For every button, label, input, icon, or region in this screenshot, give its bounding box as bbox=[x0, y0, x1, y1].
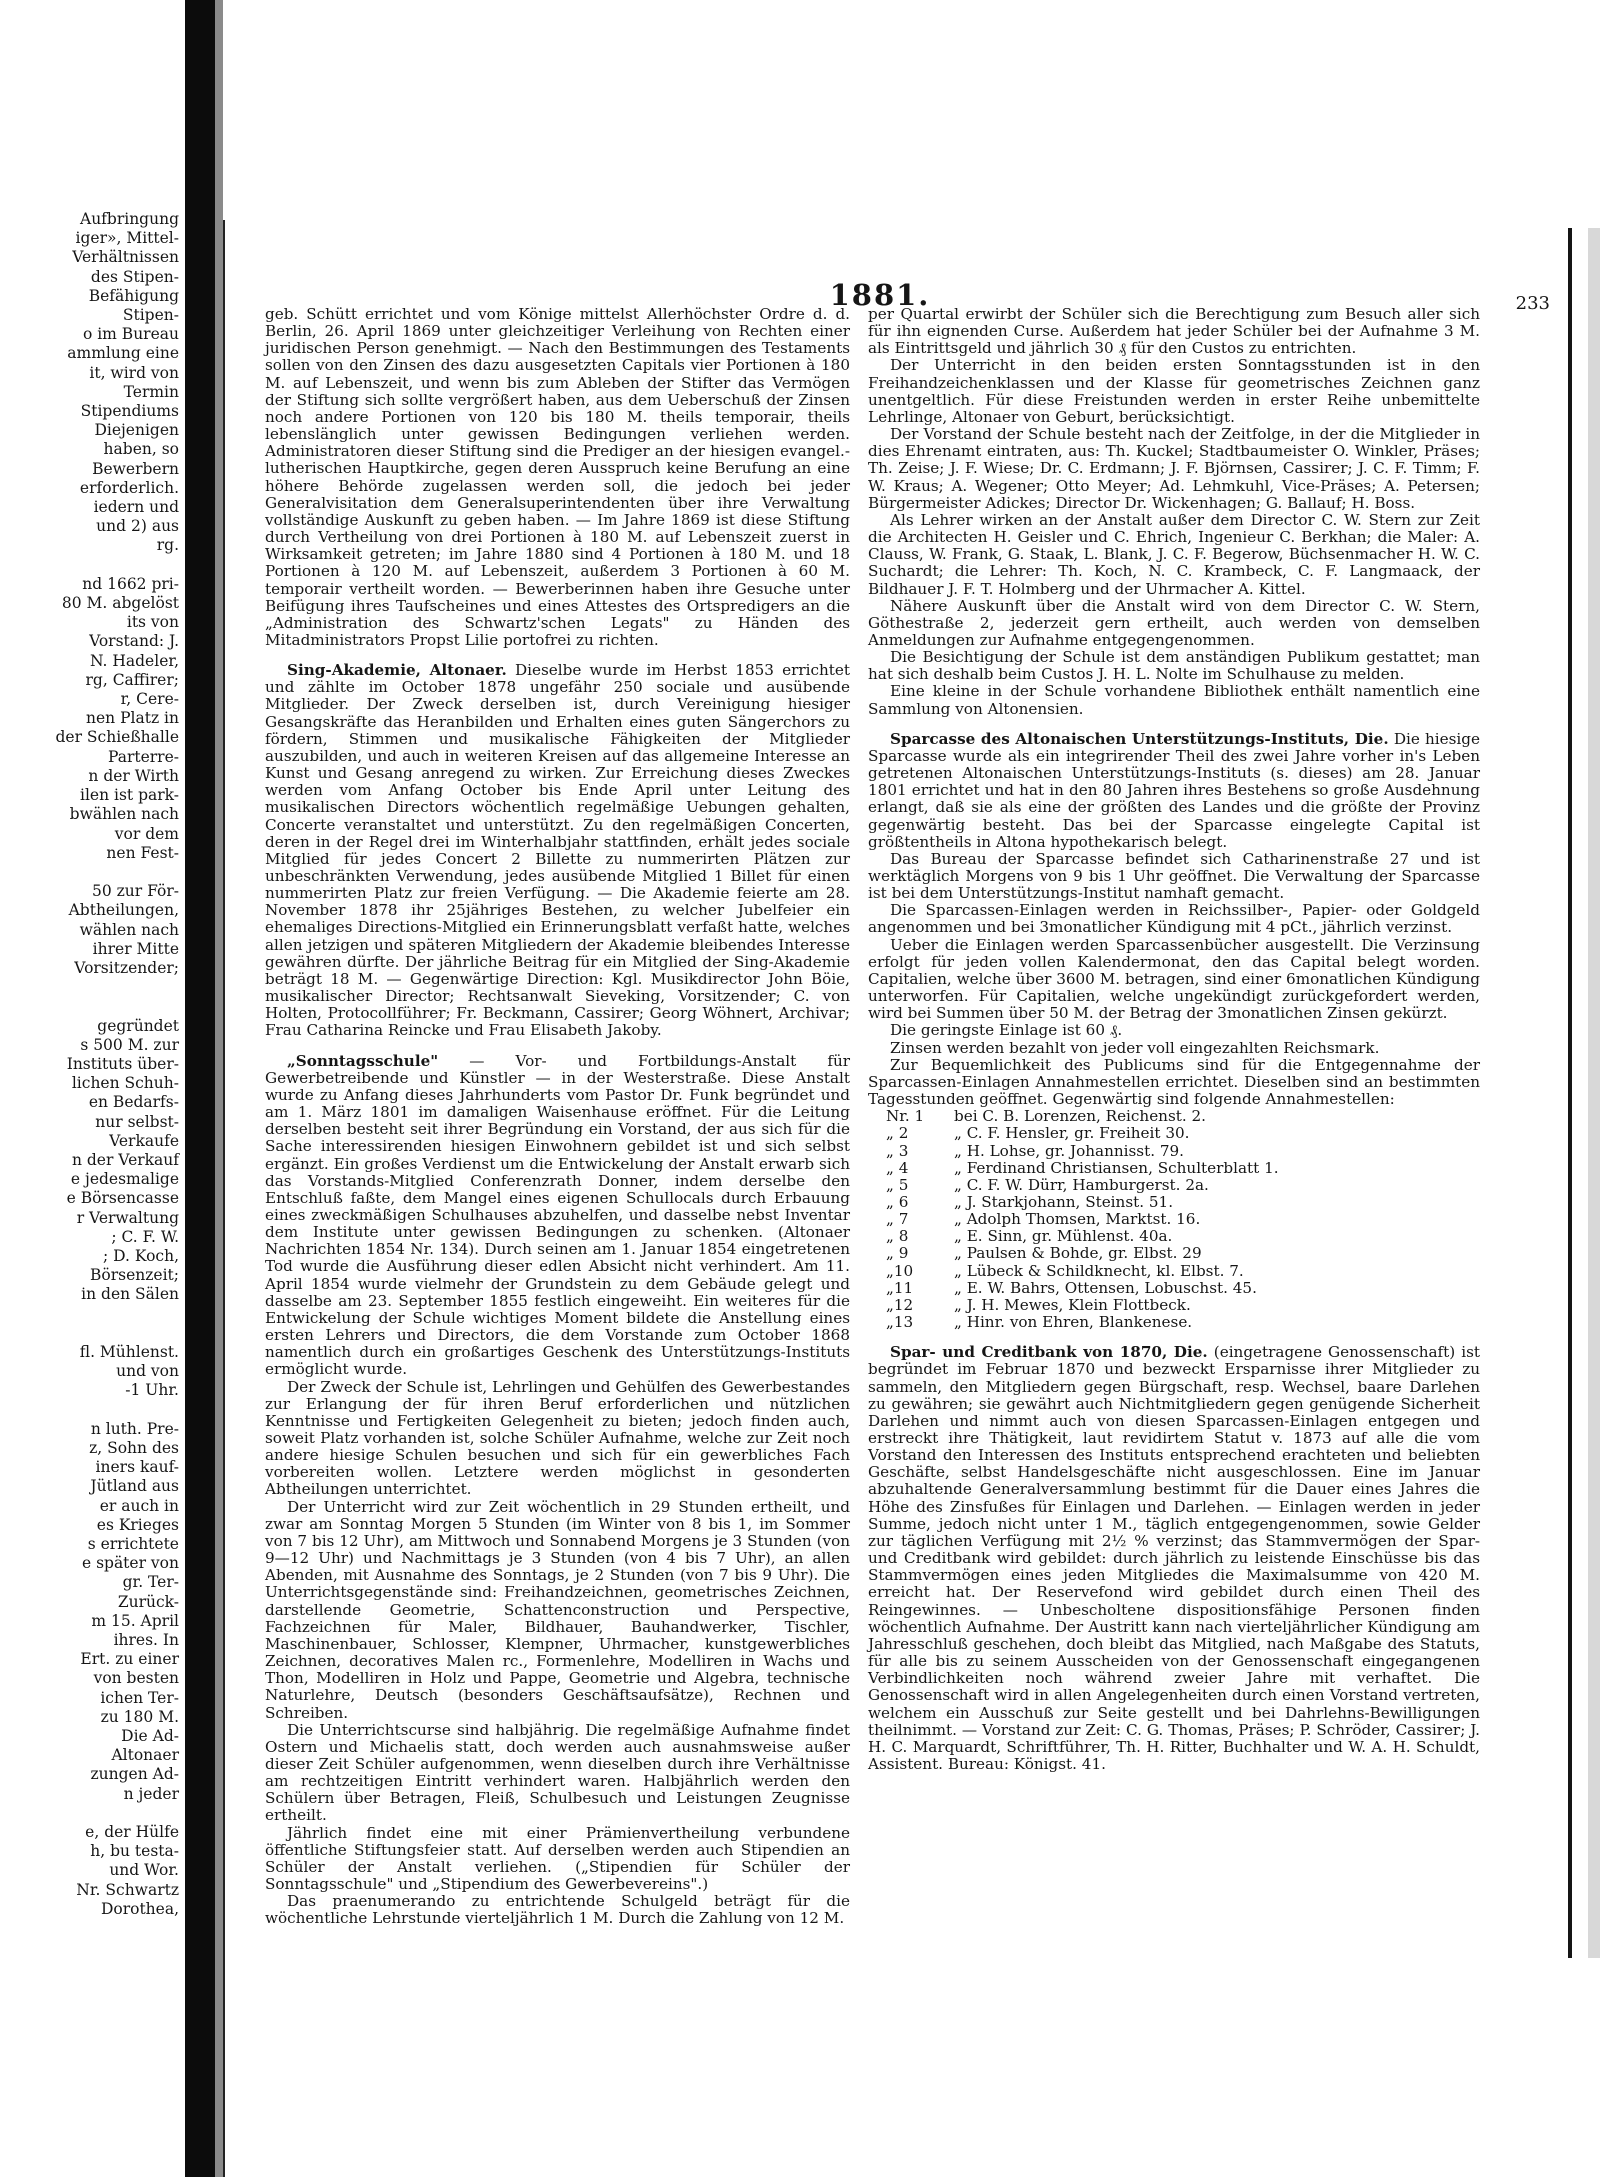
paragraph-text: Der Unterricht wird zur Zeit wöchentlich in 29 Stunden ertheilt, und zwar am Sonntag Morgen 5 Stunden (im Winter von 8 bis 1, im Sommer von 7 bis 12 Uhr), am Mittwoch und Sonnabend Morgens je 3 Stunden (von 9—12 Uhr) und Nachmittags je 3 Stunden (von 4 bis 7 Uhr), an allen Abenden, mit Ausnahme des Sonntags, je 2 Stunden (von 7 bis 9 Uhr). Die Unterrichtsgegenstände sind: Freihandzeichnen, geometrisches Zeichnen, darstellende Geometrie, Schattenconstruction und Perspective, Fachzeichnen für Maler, Bildhauer, Bauhandwerker, Tischler, Maschinenbauer, Schlosser, Klempner, Uhrmacher, kunstgewerbliches Zeichnen, decoratives Malen rc., Formenlehre, Modelliren in Wachs und Thon, Modelliren in Holz und Pappe, Geometrie und Algebra, technische Naturlehre, Deutsch (besonders Geschäftsaufsätze), Rechnen und Schreiben. bbox=[265, 1497, 850, 1722]
paragraph-text: Zur Bequemlichkeit des Publicums sind für die Entgegennahme der Sparcassen-Einlagen Annahmestellen errichtet. Dieselben sind an bestimmten Tagesstunden geöffnet. Gegenwärtig sind folgende Annahmestellen: bbox=[868, 1055, 1480, 1109]
paragraph bbox=[868, 1040, 1480, 1057]
previous-page-line: ; D. Koch, bbox=[103, 1246, 179, 1265]
previous-page-line: -1 Uhr. bbox=[125, 1381, 179, 1400]
paragraph bbox=[868, 1022, 1480, 1039]
list-item-number: „12 bbox=[886, 1295, 914, 1314]
paragraph-text: Der Zweck der Schule ist, Lehrlingen und Gehülfen des Gewerbestandes zur Erlangung der für ihren Beruf erforderlichen und nützlichen Kenntnisse und Fertigkeiten Gelegenheit zu bieten; jedoch finden auch, soweit Platz vorhanden ist, solche Schüler Aufnahme, welche zur Zeit noch andere hiesige Schulen besuchen und sich für ein gewerbliches Fach vorbereiten wollen. Letztere werden möglichst in gesonderten Abtheilungen unterrichtet. bbox=[265, 1377, 850, 1499]
list-item-number: „ 5 bbox=[886, 1175, 909, 1194]
previous-page-line bbox=[0, 978, 185, 997]
previous-page-line: Börsenzeit; bbox=[90, 1266, 179, 1285]
paragraph-text: Die hiesige Sparcasse wurde als ein integrirender Theil des zwei Jahre vorher in's Leben getretenen Altonaischen Unterstützungs-Instituts (s. dieses) am 28. Januar 1801 errichtet und hat in den 80 Jahren ihres Bestehens so große Ausdehnung erlangt, daß sie als eine der größten des Landes und die größte der Provinz gegenwärtig besteht. Das bei der Sparcasse eingelegte Capital ist größtentheils in Altona hypothekarisch belegt. bbox=[868, 729, 1481, 851]
paragraph bbox=[265, 306, 850, 649]
previous-page-line: it, wird von bbox=[89, 363, 179, 382]
paragraph-text: Nähere Auskunft über die Anstalt wird von dem Director C. W. Stern, Göthestraße 2, jederzeit gern ertheilt, auch werden von demselben Anmeldungen zur Aufnahme entgegengenommen. bbox=[868, 596, 1480, 649]
previous-page-edge bbox=[0, 210, 185, 2177]
previous-page-line: en Bedarfs- bbox=[88, 1093, 179, 1112]
previous-page-line: nd 1662 pri- bbox=[82, 574, 179, 593]
page-edge-rule bbox=[1568, 228, 1572, 1958]
previous-page-line: vor dem bbox=[114, 824, 179, 843]
previous-page-line: in den Sälen bbox=[81, 1285, 179, 1304]
previous-page-line: n der Wirth bbox=[88, 766, 179, 785]
previous-page-line bbox=[0, 1305, 185, 1324]
paragraph-text: geb. Schütt errichtet und vom Könige mittelst Allerhöchster Ordre d. d. Berlin, 26. April 1869 unter gleichzeitiger Verleihung von Rechten einer juridischen Person genehmigt. — Nach den Bestimmungen des Testaments sollen von den Zinsen des dazu ausgesetzten Capitals vier Portionen à 180 M. auf Lebenszeit, und wenn bis zum Ableben der Stifter das Vermögen der Stiftung sich sollte vergrößert haben, aus dem Ueberschuß der Zinsen noch andere Portionen von 120 bis 180 M. theils temporair, theils lebenslänglich unter gewissen Bedingungen verliehen werden. Administratoren dieser Stiftung sind die Prediger an der hiesigen evangel.-lutherischen Hauptkirche, gegen deren Ausspruch keine Berufung an eine höhere Behörde zugelassen werden soll, die jedoch bei jeder Generalvisitation dem Generalsuperintendenten über ihre Verwaltung vollständige Auskunft zu geben haben. — Im Jahre 1869 ist diese Stiftung durch Vertheilung von drei Portionen à 180 M. auf Lebenszeit zuerst in Wirksamkeit getreten; im Jahre 1880 sind 4 Portionen à 180 M. und 18 Portionen à 120 M. auf Lebenszeit, außerdem 3 Portionen à 60 M. temporair vertheilt worden. — Bewerberinnen haben ihre Gesuche unter Beifügung ihres Taufscheines und eines Attestes des Ortspredigers an die „Administration des Schwartz'schen Legats" zu Händen des Mitadministrators Propst Lilie portofrei zu richten. bbox=[265, 305, 850, 649]
previous-page-line bbox=[0, 863, 185, 882]
previous-page-line: iners kauf- bbox=[95, 1458, 179, 1477]
list-item bbox=[886, 1211, 1480, 1228]
list-item-number: „10 bbox=[886, 1261, 914, 1280]
previous-page-line: Instituts über- bbox=[66, 1054, 179, 1073]
page-year-heading: 1881. bbox=[829, 278, 931, 312]
previous-page-line bbox=[0, 1804, 185, 1823]
previous-page-line: Parterre- bbox=[107, 747, 179, 766]
previous-page-line: Verhältnissen bbox=[72, 248, 179, 267]
paragraph-text: Die Unterrichtscurse sind halbjährig. Die regelmäßige Aufnahme findet Ostern und Michaelis statt, doch werden auch ausnahmsweise außer dieser Zeit Schüler aufgenommen, wenn dieselben durch ihre Verhältnisse am rechtzeitigen Eintritt verhindert waren. Halbjährlich werden den Schülern über Betragen, Fleiß, Schulbesuch und Leistungen Zeugnisse ertheilt. bbox=[265, 1720, 850, 1825]
previous-page-line: Bewerbern bbox=[92, 459, 179, 478]
list-item-number: Nr. 1 bbox=[886, 1107, 925, 1126]
list-item bbox=[886, 1125, 1480, 1142]
list-item-text: „ Paulsen & Bohde, gr. Elbst. 29 bbox=[954, 1244, 1202, 1263]
previous-page-line: e später von bbox=[81, 1554, 179, 1573]
list-item bbox=[886, 1143, 1480, 1160]
binding-shadow bbox=[215, 0, 223, 2177]
previous-page-line: Vorstand: J. bbox=[89, 632, 179, 651]
previous-page-line: r Verwaltung bbox=[76, 1208, 179, 1227]
list-item bbox=[886, 1160, 1480, 1177]
previous-page-line: Vorsitzender; bbox=[74, 958, 179, 977]
previous-page-line: n der Verkauf bbox=[71, 1150, 179, 1169]
list-item-number: „ 7 bbox=[886, 1210, 909, 1229]
list-item bbox=[886, 1108, 1480, 1125]
paragraph bbox=[868, 683, 1480, 717]
paragraph bbox=[265, 1379, 850, 1499]
previous-page-line: Die Ad- bbox=[121, 1727, 179, 1746]
previous-page-line: Befähigung bbox=[88, 286, 179, 305]
page-edge-shadow bbox=[1588, 228, 1600, 1958]
list-item bbox=[886, 1177, 1480, 1194]
previous-page-line: Aufbringung bbox=[80, 210, 179, 228]
list-item bbox=[886, 1280, 1480, 1297]
previous-page-line: er auch in bbox=[99, 1496, 179, 1515]
previous-page-line bbox=[0, 1324, 185, 1343]
previous-page-line: ichen Ter- bbox=[100, 1688, 179, 1707]
previous-page-line: e, der Hülfe bbox=[85, 1823, 179, 1842]
paragraph-text: Die Besichtigung der Schule ist dem anständigen Publikum gestattet; man hat sich deshalb beim Custos J. H. L. Nolte im Schulhause zu melden. bbox=[868, 648, 1480, 684]
previous-page-line: bwählen nach bbox=[69, 805, 179, 824]
paragraph-text: per Quartal erwirbt der Schüler sich die Berechtigung zum Besuch aller sich für ihn eignenden Curse. Außerdem hat jeder Schüler bei der Aufnahme 3 M. als Eintrittsgeld und jährlich 30 ₰ für den Custos zu entrichten. bbox=[868, 305, 1480, 358]
previous-page-line: Verkaufe bbox=[109, 1131, 179, 1150]
previous-page-line: z, Sohn des bbox=[89, 1439, 179, 1457]
previous-page-line: o im Bureau bbox=[82, 325, 179, 344]
list-item-text: „ E. W. Bahrs, Ottensen, Lobuschst. 45. bbox=[954, 1278, 1257, 1297]
previous-page-line: its von bbox=[126, 613, 179, 632]
previous-page-line: ilen ist park- bbox=[80, 786, 179, 805]
previous-page-line: m 15. April bbox=[91, 1611, 179, 1630]
previous-page-line: ; C. F. W. bbox=[111, 1227, 179, 1246]
paragraph bbox=[868, 902, 1480, 936]
paragraph-text: Die Sparcassen-Einlagen werden in Reichssilber-, Papier- oder Goldgeld angenommen und bei 3monatlicher Kündigung mit 4 pCt., jährlich verzinst. bbox=[868, 901, 1480, 937]
list-item-number: „ 9 bbox=[886, 1244, 909, 1263]
list-item-number: „11 bbox=[886, 1278, 914, 1297]
previous-page-line bbox=[0, 997, 185, 1016]
previous-page-line: Diejenigen bbox=[94, 421, 179, 440]
previous-page-line: s errichtete bbox=[87, 1535, 179, 1554]
previous-page-line: Stipen- bbox=[122, 306, 179, 325]
previous-page-line: Termin bbox=[123, 382, 179, 401]
left-text-column bbox=[265, 306, 850, 1928]
previous-page-line: Altonaer bbox=[111, 1746, 179, 1765]
paragraph bbox=[868, 426, 1480, 512]
paragraph-text: Als Lehrer wirken an der Anstalt außer dem Director C. W. Stern zur Zeit die Architecten H. Geisler und C. Ehrich, Ingenieur C. Berkhan; die Maler: A. Clauss, W. Frank, G. Staak, L. Blank, J. C. F. Begerow, Büchsenmacher H. W. C. Suchardt; die Lehrer: Th. Koch, N. C. Krambeck, C. F. Langmaack, der Bildhauer J. F. T. Holmberg und der Uhrmacher A. Kittel. bbox=[868, 510, 1480, 598]
previous-page-line: zu 180 M. bbox=[100, 1707, 179, 1726]
list-item-number: „ 4 bbox=[886, 1158, 909, 1177]
previous-page-line: e jedesmalige bbox=[70, 1170, 179, 1189]
previous-page-line: es Krieges bbox=[96, 1515, 179, 1534]
previous-page-line: n luth. Pre- bbox=[90, 1419, 179, 1438]
paragraph-text: Das praenumerando zu entrichtende Schulgeld beträgt für die wöchentliche Lehrstunde vierteljährlich 1 M. Durch die Zahlung von 12 M. bbox=[265, 1892, 850, 1928]
previous-page-line: rg. bbox=[156, 536, 179, 555]
list-item-number: „ 8 bbox=[886, 1227, 909, 1246]
previous-page-line: ammlung eine bbox=[67, 344, 179, 363]
previous-page-line: N. Hadeler, bbox=[89, 651, 179, 670]
previous-page-line: von besten bbox=[93, 1669, 179, 1688]
previous-page-line: erforderlich. bbox=[79, 478, 179, 497]
section-heading: Sparcasse des Altonaischen Unterstützungs-Instituts, Die. bbox=[890, 729, 1389, 748]
paragraph-text: Der Vorstand der Schule besteht nach der Zeitfolge, in der die Mitglieder in dies Ehrenamt eintraten, aus: Th. Kuckel; Stadtbaumeister O. Winkler, Präses; Th. Zeise; J. F. Wiese; Dr. C. Erdmann; J. F. Björnsen, Cassirer; J. C. F. Timm; F. W. Kraus; A. Wegener; Otto Meyer; Ad. Lehmkuhl, Vice-Präses; A. Petersen; Bürgermeister Adickes; Director Dr. Wickenhagen; G. Ballauf; H. Boss. bbox=[868, 425, 1480, 512]
list-item-text: „ Lübeck & Schildknecht, kl. Elbst. 7. bbox=[954, 1261, 1244, 1280]
section-heading: „Sonntagsschule" bbox=[287, 1051, 439, 1070]
list-item-number: „13 bbox=[886, 1313, 914, 1332]
previous-page-line: 50 zur För- bbox=[91, 882, 179, 901]
list-item-text: „ J. H. Mewes, Klein Flottbeck. bbox=[954, 1295, 1191, 1314]
list-item-number: „ 2 bbox=[886, 1124, 909, 1143]
previous-page-line bbox=[0, 556, 185, 575]
previous-page-line: Jütland aus bbox=[90, 1477, 179, 1496]
list-item-text: „ Hinr. von Ehren, Blankenese. bbox=[954, 1313, 1193, 1332]
previous-page-line: und Wor. bbox=[109, 1861, 179, 1880]
list-item bbox=[886, 1228, 1480, 1245]
previous-page-line: n jeder bbox=[123, 1784, 179, 1803]
list-item bbox=[886, 1297, 1480, 1314]
paragraph-text: Ueber die Einlagen werden Sparcassenbücher ausgestellt. Die Verzinsung erfolgt für jeden vollen Kalendermonat, den das Capital belegt worden. Capitalien, welche über 3600 M. betragen, sind einer 6monatlichen Kündigung unterworfen. Für Capitalien, welche ungekündigt zurückgefordert werden, wird bei Summen über 50 M. der Betrag der 3monatlichen Zinsen gekürzt. bbox=[868, 935, 1480, 1023]
paragraph bbox=[265, 1499, 850, 1722]
list-item-number: „ 6 bbox=[886, 1192, 909, 1211]
section-heading: Sing-Akademie, Altonaer. bbox=[287, 661, 507, 680]
previous-page-line: gr. Ter- bbox=[122, 1573, 179, 1592]
list-item-text: „ C. F. Hensler, gr. Freiheit 30. bbox=[954, 1124, 1190, 1143]
paragraph bbox=[868, 512, 1480, 598]
previous-page-line: r, Cere- bbox=[120, 690, 179, 709]
previous-page-line: zungen Ad- bbox=[90, 1765, 179, 1784]
list-item bbox=[886, 1245, 1480, 1262]
section-entry bbox=[265, 662, 850, 1039]
previous-page-line: nen Fest- bbox=[106, 843, 179, 862]
previous-page-line: Ert. zu einer bbox=[80, 1650, 179, 1669]
previous-page-line: iger», Mittel- bbox=[75, 229, 179, 248]
previous-page-line: rg, Caffirer; bbox=[85, 670, 179, 689]
paragraph-text: Dieselbe wurde im Herbst 1853 errichtet und zählte im October 1878 ungefähr 250 sociale und ausübende Mitglieder. Der Zweck derselben ist, durch Vereinigung hiesiger Gesangskräfte das Heranbilden und Erhalten eines guten Sängerchors zu fördern, Stimmen und musikalische Fähigkeiten der Mitglieder auszubilden, und auch in weiteren Kreisen auf das allgemeine Interesse an Kunst und Gesang anregend zu wirken. Zur Erreichung dieses Zweckes werden vom Anfang October bis Ende April unter Leitung des musikalischen Directors wöchentlich regelmäßige Uebungen gehalten, Concerte veranstaltet und unterstützt. Zu den regelmäßigen Concerten, deren in der Regel drei im Winterhalbjahr stattfinden, erhält jedes sociale Mitglied für jedes Concert 2 Billette zu nummerirten Plätzen zur unbeschränkten Verwendung, jedes ausübende Mitglied 1 Billet für einen nummerirten Platz zur freien Verfügung. — Die Akademie feierte am 28. November 1878 ihr 25jähriges Bestehen, zu welcher Jubelfeier ein ehemaliges Directions-Mitglied ein Erinnerungsblatt verfaßt hatte, welches allen jetzigen und späteren Mitgliedern der Akademie bleibendes Interesse gewähren dürfte. Der jährliche Beitrag für ein Mitglied der Sing-Akademie beträgt 18 M. — Gegenwärtige Direction: Kgl. Musikdirector John Böie, musikalischer Director; Rechtsanwalt Sieveking, Vorsitzender; C. von Holten, Protocollführer; Fr. Beckmann, Cassirer; Georg Wöhnert, Archivar; Frau Catharina Reincke und Frau Elisabeth Jakoby. bbox=[265, 661, 850, 1040]
previous-page-line: iedern und bbox=[93, 498, 179, 517]
previous-page-line: wählen nach bbox=[79, 920, 179, 939]
paragraph-text: Zinsen werden bezahlt von jeder voll eingezahlten Reichsmark. bbox=[890, 1038, 1380, 1057]
list-item-text: „ J. Starkjohann, Steinst. 51. bbox=[954, 1192, 1174, 1211]
paragraph-text: (eingetragene Genossenschaft) ist begründet im Februar 1870 und bezweckt Ersparnisse ihrer Mitglieder zu sammeln, den Mitgliedern gegen Bürgschaft, resp. Wechsel, baare Darlehen zu gewähren; sie gewährt auch Nichtmitgliedern gegen genügende Sicherheit Darlehen und nimmt auch von diesen Sparcassen-Einlagen entgegen und erstreckt ihre Thätigkeit, laut revidirtem Statut v. 1873 auf alle die vom Vorstand den Interessen des Instituts entsprechend erachteten und beliebten Geschäfte, selbst Handelsgeschäfte nicht ausgeschlossen. Eine im Januar abzuhaltende Generalversammlung bestimmt für die Dauer eines Jahres die Höhe des Zinsfußes für Einlagen und Darlehen. — Einlagen werden in jeder Summe, jedoch nicht unter 1 M., täglich entgegengenommen, sowie Gelder zur täglichen Verfügung mit 2½ % verzinst; das Stammvermögen der Spar- und Creditbank wird gebildet: durch jährlich zu leistende Einschüsse bis das Stammvermögen eines jeden Mitgliedes die Maximalsumme von 420 M. erreicht hat. Der Reservefond wird gebildet durch einen Theil des Reingewinnes. — Unbescholtene dispositionsfähige Personen finden wöchentlich Aufnahme. Der Austritt kann nach vierteljährlicher Kündigung am Jahresschluß geschehen, doch bleibt das Mitglied, nach Maßgabe des Statuts, für alle bis zu seinem Ausscheiden von der Genossenschaft eingegangenen Verbindlichkeiten noch während zweier Jahre mit verhaftet. Die Genossenschaft wird in allen Angelegenheiten durch einen Vorstand vertreten, welchem ein Ausschuß zur Seite gestellt und bei Dahrlehns-Bewilligungen theilnimmt. — Vorstand zur Zeit: C. G. Thomas, Präses; P. Schröder, Cassirer; J. H. C. Marquardt, Schriftführer, Th. H. Ritter, Buchhalter und W. A. H. Schuldt, Assistent. Bureau: Königst. 41. bbox=[868, 1343, 1481, 1773]
previous-page-line: Nr. Schwartz bbox=[76, 1880, 179, 1899]
paragraph bbox=[868, 649, 1480, 683]
scan-margin bbox=[223, 0, 1600, 210]
previous-page-line: ihrer Mitte bbox=[92, 939, 179, 958]
paragraph-text: — Vor- und Fortbildungs-Anstalt für Gewerbetreibende und Künstler — in der Westerstraße. Diese Anstalt wurde zu Anfang dieses Jahrhunderts vom Pastor Dr. Funk begründet und am 1. März 1801 im damaligen Waisenhause eröffnet. Für die Leitung derselben besteht seit ihrer Begründung ein Vorstand, der aus sich für die Sache interessirenden hiesigen Einwohnern gebildet ist und sich selbst ergänzt. Ein großes Verdienst um die Entwickelung der Anstalt erwarb sich das Vorstands-Mitglied Conferenzrath Donner, indem derselbe den Entschluß faßte, dem Mangel eines eigenen Schullocals durch Erbauung eines zweckmäßigen Schulhauses abzuhelfen, und dasselbe nebst Inventar dem Institute unter gewissen Bedingungen zu schenken. (Altonaer Nachrichten 1854 Nr. 134). Durch seinen am 1. Januar 1854 eingetretenen Tod wurde die Ausführung dieser edlen Absicht nicht verhindert. Am 11. April 1854 wurde vielmehr der Grundstein zu dem Gebäude gelegt und dasselbe am 23. September 1855 festlich eingeweiht. Ein weiteres für die Entwickelung der Schule wichtiges Moment bildete die Anstellung eines ersten Lehrers und Directors, die dem Vorstande zum October 1868 namentlich durch ein großartiges Geschenk des Unterstützungs-Instituts ermöglicht wurde. bbox=[265, 1051, 850, 1379]
previous-page-line: Dorothea, bbox=[100, 1899, 179, 1918]
previous-page-line: nen Platz in bbox=[86, 709, 179, 728]
list-item-text: „ E. Sinn, gr. Mühlenst. 40a. bbox=[954, 1227, 1173, 1246]
previous-page-line: h, bu testa- bbox=[90, 1842, 179, 1861]
paragraph-text: Eine kleine in der Schule vorhandene Bibliothek enthält namentlich eine Sammlung von Altonensien. bbox=[868, 682, 1480, 718]
paragraph bbox=[868, 357, 1480, 426]
list-item bbox=[886, 1263, 1480, 1280]
paragraph bbox=[868, 598, 1480, 649]
binding-gutter bbox=[185, 0, 215, 2177]
list-item-text: „ C. F. W. Dürr, Hamburgerst. 2a. bbox=[954, 1175, 1209, 1194]
previous-page-line: 80 M. abgelöst bbox=[61, 594, 179, 613]
previous-page-line: e Börsencasse bbox=[66, 1189, 179, 1208]
section-entry bbox=[868, 1344, 1480, 1773]
paragraph-text: Die geringste Einlage ist 60 ₰. bbox=[890, 1021, 1123, 1040]
list-item-text: bei C. B. Lorenzen, Reichenst. 2. bbox=[954, 1107, 1207, 1126]
paragraph bbox=[868, 1057, 1480, 1108]
paragraph-text: Jährlich findet eine mit einer Prämienvertheilung verbundene öffentliche Stiftungsfeier statt. Auf derselben werden auch Stipendien an Schüler der Anstalt verliehen. („Stipendien für Schüler der Sonntagsschule" und „Stipendium des Gewerbevereins".) bbox=[265, 1823, 850, 1894]
list-item-number: „ 3 bbox=[886, 1141, 909, 1160]
previous-page-line bbox=[0, 1401, 185, 1420]
previous-page-line: gegründet bbox=[97, 1016, 179, 1035]
paragraph-text: Das Bureau der Sparcasse befindet sich Catharinenstraße 27 und ist werktäglich Morgens von 9 bis 1 Uhr geöffnet. Die Verwaltung der Sparcasse ist bei dem Unterstützungs-Institut namhaft gemacht. bbox=[868, 849, 1480, 903]
previous-page-line: Stipendiums bbox=[80, 402, 179, 421]
paragraph bbox=[868, 937, 1480, 1023]
section-heading: Spar- und Creditbank von 1870, Die. bbox=[890, 1343, 1208, 1362]
list-item-text: „ Adolph Thomsen, Marktst. 16. bbox=[954, 1210, 1201, 1229]
previous-page-line: des Stipen- bbox=[90, 267, 179, 286]
list-item bbox=[886, 1194, 1480, 1211]
right-text-column bbox=[868, 306, 1480, 1773]
previous-page-line: ihres. In bbox=[113, 1631, 179, 1650]
previous-page-line: und von bbox=[116, 1362, 179, 1381]
paragraph-text: Der Unterricht in den beiden ersten Sonntagsstunden ist in den Freihandzeichenklassen und der Klasse für geometrisches Zeichnen ganz unentgeltlich. Für diese Freistunden werden in erster Reihe unbemittelte Lehrlinge, Altonaer von Geburt, berücksichtigt. bbox=[868, 356, 1480, 426]
previous-page-line: Abtheilungen, bbox=[68, 901, 179, 920]
previous-page-line: lichen Schuh- bbox=[71, 1074, 179, 1093]
paragraph bbox=[868, 851, 1480, 902]
paragraph bbox=[265, 1893, 850, 1927]
previous-page-line: der Schießhalle bbox=[55, 728, 179, 747]
previous-page-line: Zurück- bbox=[117, 1592, 179, 1611]
collection-points-list bbox=[868, 1108, 1480, 1331]
paragraph bbox=[265, 1722, 850, 1825]
section-entry bbox=[868, 731, 1480, 851]
previous-page-line: haben, so bbox=[103, 440, 179, 459]
paragraph bbox=[265, 1825, 850, 1894]
previous-page-line: nur selbst- bbox=[95, 1112, 179, 1131]
previous-page-line: und 2) aus bbox=[96, 517, 179, 536]
list-item bbox=[886, 1314, 1480, 1331]
paragraph bbox=[868, 306, 1480, 357]
page-number: 233 bbox=[1515, 293, 1550, 314]
section-entry bbox=[265, 1053, 850, 1379]
previous-page-line: s 500 M. zur bbox=[80, 1035, 179, 1054]
list-item-text: „ Ferdinand Christiansen, Schulterblatt 1. bbox=[954, 1158, 1279, 1177]
list-item-text: „ H. Lohse, gr. Johannisst. 79. bbox=[954, 1141, 1184, 1160]
previous-page-line: fl. Mühlenst. bbox=[79, 1342, 179, 1361]
